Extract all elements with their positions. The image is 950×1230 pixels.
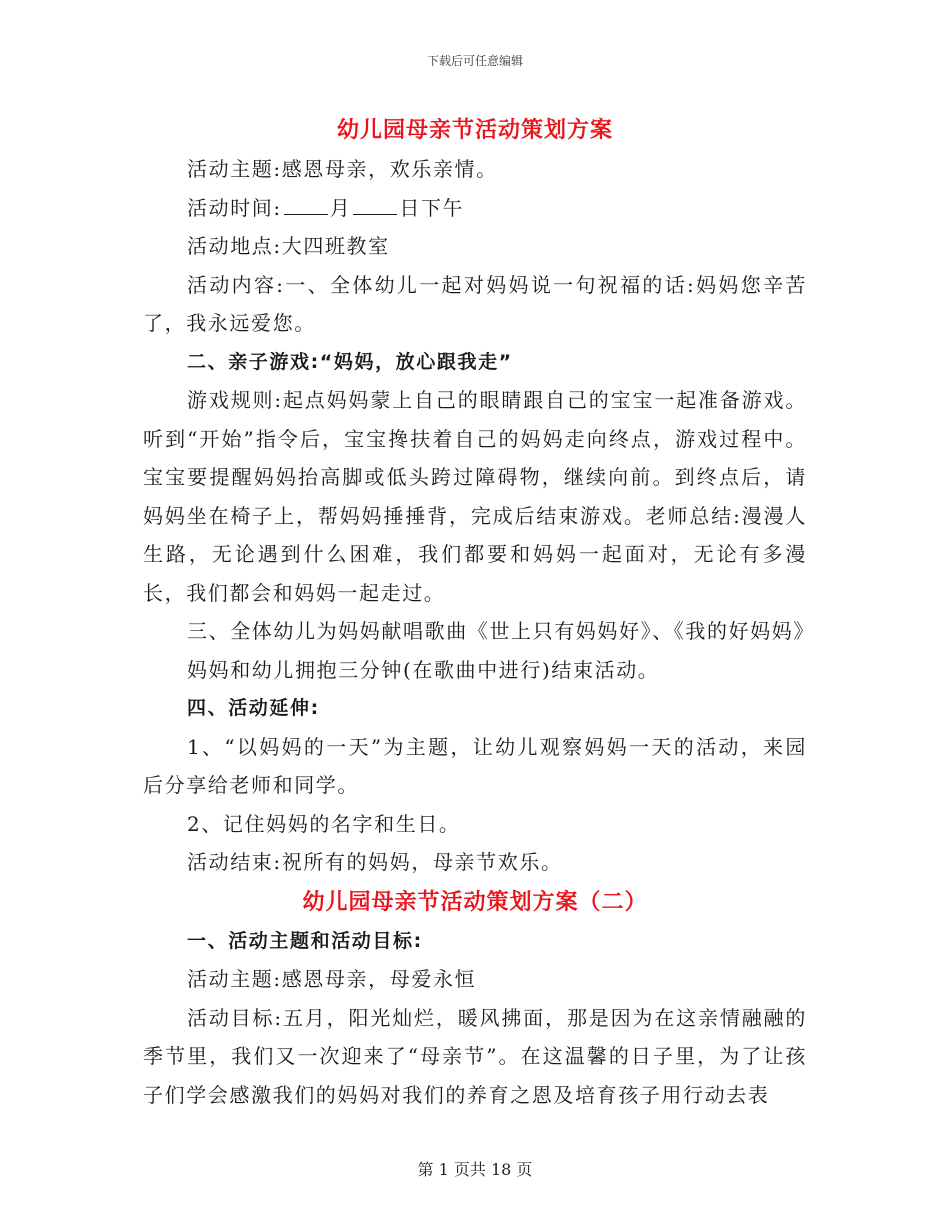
page-footer: 第 1 页共 18 页 <box>417 1160 533 1179</box>
activity-theme: 活动主题:感恩母亲，欢乐亲情。 <box>187 157 498 181</box>
extension-item-2: 2、记住妈妈的名字和生日。 <box>187 811 461 836</box>
month-blank <box>284 198 328 215</box>
hug-paragraph: 妈妈和幼儿拥抱三分钟(在歌曲中进行)结束活动。 <box>187 657 660 682</box>
document-title: 幼儿园母亲节活动策划方案 <box>336 117 613 143</box>
extension-heading: 四、活动延伸: <box>187 697 320 719</box>
day-label: 日下午 <box>399 195 465 220</box>
section-2-title: 幼儿园母亲节活动策划方案（二） <box>302 888 648 915</box>
activity-ending: 活动结束:祝所有的妈妈，母亲节欢乐。 <box>187 850 563 874</box>
game-rules: 游戏规则:起点妈妈蒙上自己的眼睛跟自己的宝宝一起准备游戏。听到“开始”指令后，宝宝搀扶着自己的妈妈走向终点，游戏过程中。宝宝要提醒妈妈抬高脚或低头跨过障碍物，继续向前。到终点后，请妈妈坐在椅子上，帮妈妈捶捶背，完成后结束游戏。老师总结:漫漫人生路，无论遇到什么困难，我们都要和妈妈一起面对，无论有多漫长，我们都会和妈妈一起走过。 <box>143 388 807 605</box>
month-label: 月 <box>329 195 352 220</box>
activity-time <box>143 189 807 228</box>
activity-content: 活动内容:一、全体幼儿一起对妈妈说一句祝福的话:妈妈您辛苦了，我永远爱您。 <box>143 272 807 335</box>
activity-time-label: 活动时间: <box>187 195 282 220</box>
activity-place: 活动地点:大四班教室 <box>187 234 390 258</box>
goal-heading: 一、活动主题和活动目标: <box>187 929 423 952</box>
document-body <box>143 110 815 1114</box>
game-heading: 二、亲子游戏:“妈妈，放心跟我走” <box>187 350 513 373</box>
song-paragraph: 三、全体幼儿为妈妈献唱歌曲《世上只有妈妈好》、《我的好妈妈》 <box>187 619 815 643</box>
page-header: 下载后可任意编辑 <box>426 54 523 68</box>
extension-item-1: 1、“以妈妈的一天”为主题，让幼儿观察妈妈一天的活动，来园后分享给老师和同学。 <box>143 734 807 797</box>
section-2-theme: 活动主题:感恩母亲，母爱永恒 <box>187 967 477 991</box>
day-blank <box>353 198 397 215</box>
section-2-goal: 活动目标:五月，阳光灿烂，暖风拂面，那是因为在这亲情融融的季节里，我们又一次迎来了“母亲节”。在这温馨的日子里，为了让孩子们学会感激我们的妈妈对我们的养育之恩及培育孩子用行动去表 <box>143 1005 807 1107</box>
